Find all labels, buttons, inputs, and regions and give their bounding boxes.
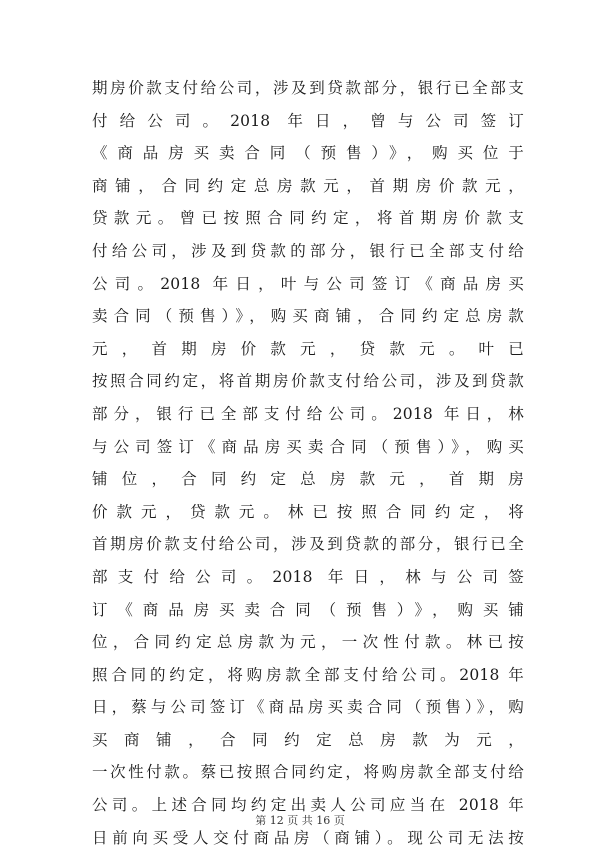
text-line: 照合同的约定，将购房款全部支付给公司。2018 年 — [92, 665, 524, 684]
body-text — [92, 72, 524, 854]
text-line: 期房价款支付给公司，涉及到贷款部分，银行已全部支 — [92, 79, 524, 97]
text-line: 部分，银行已全部支付给公司。2018 年日，林 — [92, 404, 524, 423]
text-line: 元，首期房价款元，贷款元。叶已 — [92, 339, 524, 358]
text-line: 买商铺，合同约定总房款为元， — [92, 730, 524, 749]
text-line: 铺位，合同约定总房款元，首期房 — [92, 470, 524, 489]
text-line: 贷款元。曾已按照合同约定，将首期房价款支 — [92, 209, 524, 228]
text-line: 付给公司。2018 年日，曾与公司签订 — [92, 111, 524, 130]
text-line: 与公司签订《商品房买卖合同（预售）》，购买 — [92, 437, 524, 456]
text-line: 公司。2018 年日，叶与公司签订《商品房买 — [92, 274, 524, 293]
text-line: 日前向买受人交付商品房（商铺）。现公司无法按 — [92, 828, 524, 847]
page-number: 第 12 页 共 16 页 — [255, 814, 345, 827]
text-line: 商铺，合同约定总房款元，首期房价款元， — [92, 176, 524, 195]
text-line: 付给公司，涉及到贷款的部分，银行已全部支付给 — [92, 241, 524, 260]
text-line: 价款元，贷款元。林已按照合同约定，将 — [92, 502, 524, 521]
text-line: 订《商品房买卖合同（预售）》，购买铺 — [92, 600, 524, 619]
text-line: 部支付给公司。2018 年日，林与公司签 — [92, 567, 524, 586]
text-line: 《商品房买卖合同（预售）》，购买位于 — [92, 144, 524, 163]
text-line: 首期房价款支付给公司，涉及到贷款的部分，银行已全 — [92, 535, 524, 554]
text-line: 按照合同约定，将首期房价款支付给公司，涉及到贷款 — [92, 372, 524, 391]
text-line: 卖合同（预售）》，购买商铺，合同约定总房款 — [92, 307, 524, 326]
text-line: 日，蔡与公司签订《商品房买卖合同（预售）》，购 — [92, 698, 524, 717]
text-line: 公司。上述合同均约定出卖人公司应当在 2018 年 — [92, 796, 524, 815]
text-line: 一次性付款。蔡已按照合同约定，将购房款全部支付给 — [92, 763, 524, 782]
text-line: 位，合同约定总房款为元，一次性付款。林已按 — [92, 633, 524, 652]
